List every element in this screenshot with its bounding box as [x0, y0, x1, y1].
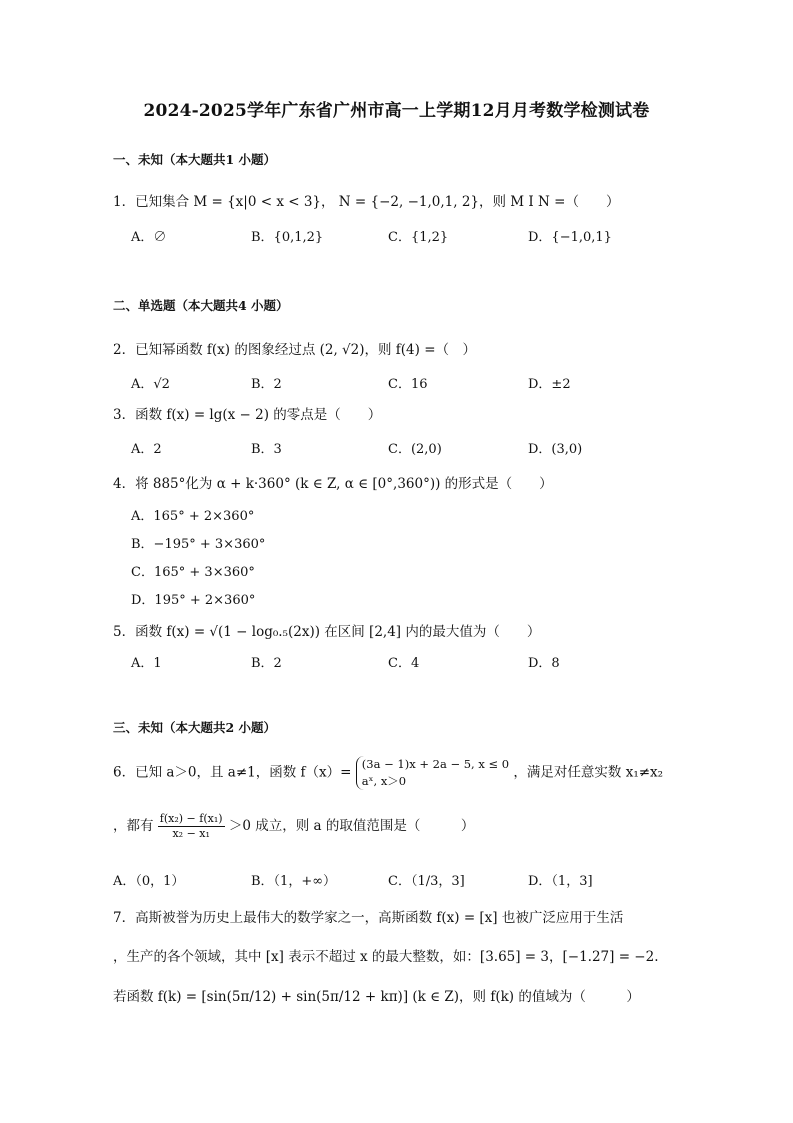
question-4-option-c[interactable]: C．165° + 3×360°: [131, 565, 255, 580]
question-3-option-a[interactable]: A．2: [131, 442, 162, 457]
question-6-option-a[interactable]: A．（0，1）: [113, 874, 185, 889]
question-6-piecewise: [356, 756, 509, 790]
question-2-option-c[interactable]: C．16: [388, 377, 428, 392]
question-6-stem-c1: ，都有: [113, 818, 154, 834]
document-title: 2024-2025学年广东省广州市高一上学期12月月考数学检测试卷: [143, 101, 650, 121]
section-heading-2: 二、单选题（本大题共4 小题）: [113, 298, 289, 313]
question-4-stem: 4．将 885°化为 α + k·360° (k ∈ Z, α ∈ [0°,360°)) 的形式是（ ）: [113, 476, 553, 492]
question-1-option-a[interactable]: A．∅: [131, 230, 167, 245]
question-1-option-b[interactable]: B．{0,1,2}: [251, 230, 324, 245]
question-6-option-c[interactable]: C．（1/3，3]: [388, 874, 465, 889]
question-6-stem-c2: ＞0 成立，则 a 的取值范围是（ ）: [228, 818, 475, 834]
question-5-option-a[interactable]: A．1: [131, 656, 162, 671]
question-2-stem: 2．已知幂函数 f(x) 的图象经过点 (2, √2)，则 f(4) =（ ）: [113, 342, 477, 358]
question-6-stem-line1: [113, 756, 663, 790]
question-6-fraction: [158, 812, 225, 841]
question-3-option-d[interactable]: D．(3,0): [528, 442, 583, 457]
question-7-line-3: 若函数 f(k) = [sin(5π/12) + sin(5π/12 + kπ)] (k ∈ Z)，则 f(k) 的值域为（ ）: [113, 989, 640, 1005]
question-5-stem: 5．函数 f(x) = √(1 − log₀.₅(2x)) 在区间 [2,4] 内的最大值为（ ）: [113, 624, 541, 640]
question-5-option-b[interactable]: B．2: [251, 656, 282, 671]
question-5-option-d[interactable]: D．8: [528, 656, 560, 671]
question-3-option-b[interactable]: B．3: [251, 442, 282, 457]
question-2-option-a[interactable]: A．√2: [131, 377, 170, 392]
question-6-stem-b: ，满足对任意实数 x₁≠x₂: [513, 764, 664, 781]
question-3-option-c[interactable]: C．(2,0): [388, 442, 442, 457]
question-1-option-d[interactable]: D．{−1,0,1}: [528, 230, 612, 245]
question-5-option-c[interactable]: C．4: [388, 656, 420, 671]
question-4-option-a[interactable]: A．165° + 2×360°: [131, 509, 255, 524]
question-7-line-2: ，生产的各个领域，其中 [x] 表示不超过 x 的最大整数，如：[3.65] = 3，[−1.27] = −2.: [113, 949, 659, 965]
question-6-fraction-denominator: x₂ − x₁: [172, 827, 210, 840]
question-2-option-b[interactable]: B．2: [251, 377, 282, 392]
question-1-option-c[interactable]: C．{1,2}: [388, 230, 449, 245]
question-3-stem: 3．函数 f(x) = lg(x − 2) 的零点是（ ）: [113, 407, 382, 423]
question-2-option-d[interactable]: D．±2: [528, 377, 571, 392]
question-6-option-b[interactable]: B．（1，+∞）: [251, 874, 337, 889]
question-7-line-1: 7．高斯被誉为历史上最伟大的数学家之一，高斯函数 f(x) = [x] 也被广泛应用于生活: [113, 910, 624, 926]
question-6-case-2: aˣ, x＞0: [361, 774, 407, 788]
question-6-stem-a: 6．已知 a＞0，且 a≠1，函数 f（x）=: [113, 764, 352, 781]
question-4-option-b[interactable]: B．−195° + 3×360°: [131, 537, 266, 552]
question-1-stem: 1．已知集合 M = {x|0 < x < 3}， N = {−2, −1,0,1, 2}，则 M I N =（ ）: [113, 194, 620, 210]
question-6-stem-line2: [113, 812, 474, 841]
question-4-option-d[interactable]: D．195° + 2×360°: [131, 593, 256, 608]
question-6-option-d[interactable]: D．（1，3]: [528, 874, 593, 889]
section-heading-1: 一、未知（本大题共1 小题）: [113, 152, 277, 167]
section-heading-3: 三、未知（本大题共2 小题）: [113, 720, 277, 735]
question-6-fraction-numerator: f(x₂) − f(x₁): [159, 812, 223, 825]
question-6-case-1: (3a − 1)x + 2a − 5, x ≤ 0: [361, 757, 510, 771]
